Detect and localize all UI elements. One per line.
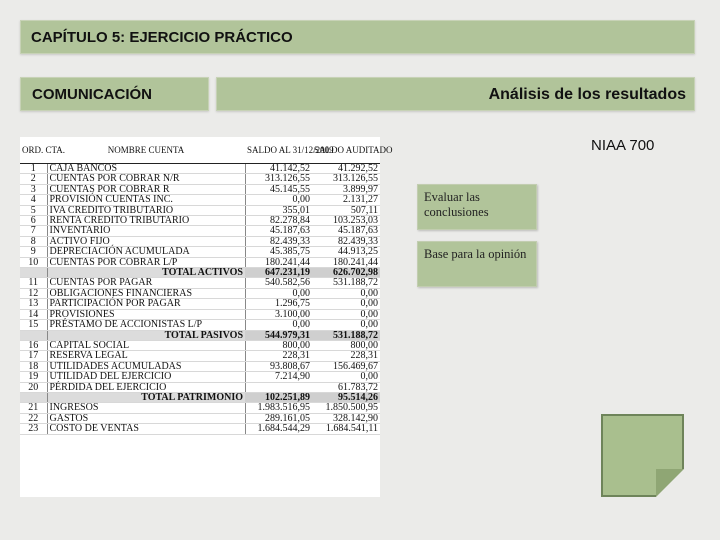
table-row [20, 403, 380, 413]
cell-saldo-auditado: 41.292,52 [312, 164, 380, 174]
standard-label: NIAA 700 [591, 137, 655, 154]
cell-name: ACTIVO FIJO [47, 236, 245, 246]
cell-name: OBLIGACIONES FINANCIERAS [47, 288, 245, 298]
cell-saldo-al: 540.582,56 [245, 278, 312, 288]
cell-ord: 4 [20, 195, 47, 205]
cell-saldo-al: 3.100,00 [245, 309, 312, 319]
cell-name: IVA CREDITO TRIBUTARIO [47, 205, 245, 215]
balance-table [20, 137, 393, 435]
cell-ord [20, 392, 47, 402]
subtitle-bar [216, 77, 695, 111]
header-saldo-al: SALDO AL 31/12/2009 [245, 137, 312, 164]
section-label-bar [20, 77, 209, 111]
cell-name: CUENTAS POR COBRAR R [47, 184, 245, 194]
cell-ord: 19 [20, 372, 47, 382]
table-row [20, 205, 380, 215]
cell-saldo-al [245, 382, 312, 392]
table-row [20, 361, 380, 371]
cell-saldo-auditado: 156.469,67 [312, 361, 380, 371]
header-name: NOMBRE CUENTA [47, 137, 245, 164]
cell-saldo-auditado: 44.913,25 [312, 247, 380, 257]
cell-saldo-al: 0,00 [245, 288, 312, 298]
cell-saldo-auditado: 228,31 [312, 351, 380, 361]
cell-saldo-auditado: 61.783,72 [312, 382, 380, 392]
cell-ord: 13 [20, 299, 47, 309]
chapter-title-bar [20, 20, 695, 54]
cell-saldo-al: 180.241,44 [245, 257, 312, 267]
note-text: Evaluar las conclusiones [424, 190, 489, 219]
note-text: Base para la opinión [424, 247, 527, 261]
cell-saldo-auditado: 800,00 [312, 340, 380, 350]
note-evaluate-conclusions [417, 184, 537, 230]
cell-ord: 1 [20, 164, 47, 174]
cell-saldo-auditado: 531.188,72 [312, 330, 380, 340]
table-total-row [20, 268, 380, 278]
cell-name: GASTOS [47, 413, 245, 423]
cell-name: DEPRECIACIÓN ACUMULADA [47, 247, 245, 257]
cell-name: CAPITAL SOCIAL [47, 340, 245, 350]
cell-saldo-al: 45.385,75 [245, 247, 312, 257]
cell-saldo-auditado: 180.241,44 [312, 257, 380, 267]
cell-name: PROVISIÓN CUENTAS INC. [47, 195, 245, 205]
cell-saldo-al: 544.979,31 [245, 330, 312, 340]
cell-saldo-al: 1.684.544,29 [245, 424, 312, 434]
table-header-row [20, 137, 380, 164]
cell-name: UTILIDADES ACUMULADAS [47, 361, 245, 371]
cell-saldo-auditado: 82.439,33 [312, 236, 380, 246]
cell-saldo-auditado: 103.253,03 [312, 216, 380, 226]
cell-name: CAJA BANCOS [47, 164, 245, 174]
table-row [20, 174, 380, 184]
cell-saldo-auditado: 531.188,72 [312, 278, 380, 288]
cell-saldo-al: 82.278,84 [245, 216, 312, 226]
table-row [20, 257, 380, 267]
cell-ord: 11 [20, 278, 47, 288]
cell-name: INVENTARIO [47, 226, 245, 236]
cell-saldo-auditado: 95.514,26 [312, 392, 380, 402]
cell-saldo-auditado: 328.142,90 [312, 413, 380, 423]
cell-name: PROVISIONES [47, 309, 245, 319]
cell-name: CUENTAS POR COBRAR L/P [47, 257, 245, 267]
balance-table-image [20, 137, 393, 497]
cell-name: RENTA CREDITO TRIBUTARIO [47, 216, 245, 226]
table-row [20, 320, 380, 330]
table-row [20, 216, 380, 226]
table-row [20, 247, 380, 257]
cell-saldo-al: 1.296,75 [245, 299, 312, 309]
subtitle: Análisis de los resultados [488, 86, 686, 103]
cell-ord: 14 [20, 309, 47, 319]
cell-saldo-auditado: 0,00 [312, 299, 380, 309]
table-total-row [20, 392, 380, 402]
cell-saldo-auditado: 313.126,55 [312, 174, 380, 184]
cell-name: PRÉSTAMO DE ACCIONISTAS L/P [47, 320, 245, 330]
header-saldo-auditado: SALDO AUDITADO [312, 137, 380, 164]
cell-ord: 7 [20, 226, 47, 236]
table-row [20, 413, 380, 423]
cell-name: CUENTAS POR PAGAR [47, 278, 245, 288]
cell-name: PARTICIPACIÓN POR PAGAR [47, 299, 245, 309]
table-row [20, 372, 380, 382]
cell-saldo-auditado: 3.899,97 [312, 184, 380, 194]
cell-name: TOTAL PATRIMONIO [47, 392, 245, 402]
note-opinion-basis [417, 241, 537, 287]
cell-saldo-al: 0,00 [245, 320, 312, 330]
cell-saldo-auditado: 0,00 [312, 288, 380, 298]
cell-ord: 18 [20, 361, 47, 371]
cell-saldo-al: 102.251,89 [245, 392, 312, 402]
cell-saldo-auditado: 626.702,98 [312, 268, 380, 278]
section-label: COMUNICACIÓN [32, 86, 152, 103]
cell-name: PÉRDIDA DEL EJERCICIO [47, 382, 245, 392]
cell-saldo-al: 45.187,63 [245, 226, 312, 236]
cell-saldo-al: 1.983.516,95 [245, 403, 312, 413]
table-row [20, 195, 380, 205]
cell-saldo-al: 0,00 [245, 195, 312, 205]
cell-saldo-auditado: 2.131,27 [312, 195, 380, 205]
document-icon [601, 414, 684, 497]
cell-ord: 10 [20, 257, 47, 267]
table-row [20, 382, 380, 392]
cell-ord: 17 [20, 351, 47, 361]
cell-ord: 3 [20, 184, 47, 194]
cell-saldo-al: 7.214,90 [245, 372, 312, 382]
cell-saldo-auditado: 45.187,63 [312, 226, 380, 236]
cell-ord: 23 [20, 424, 47, 434]
cell-name: TOTAL PASIVOS [47, 330, 245, 340]
cell-ord [20, 268, 47, 278]
table-body [20, 164, 380, 435]
cell-ord: 15 [20, 320, 47, 330]
table-row [20, 340, 380, 350]
table-row [20, 424, 380, 434]
cell-saldo-al: 82.439,33 [245, 236, 312, 246]
cell-saldo-auditado: 0,00 [312, 309, 380, 319]
cell-name: RESERVA LEGAL [47, 351, 245, 361]
page-fold-icon [656, 469, 684, 497]
cell-ord: 5 [20, 205, 47, 215]
table-row [20, 164, 380, 174]
cell-saldo-al: 228,31 [245, 351, 312, 361]
cell-ord [20, 330, 47, 340]
cell-saldo-auditado: 0,00 [312, 372, 380, 382]
cell-saldo-al: 800,00 [245, 340, 312, 350]
cell-saldo-al: 41.142,52 [245, 164, 312, 174]
cell-name: TOTAL ACTIVOS [47, 268, 245, 278]
cell-saldo-al: 289.161,05 [245, 413, 312, 423]
table-row [20, 226, 380, 236]
cell-ord: 9 [20, 247, 47, 257]
cell-saldo-auditado: 0,00 [312, 320, 380, 330]
cell-saldo-auditado: 1.850.500,95 [312, 403, 380, 413]
cell-ord: 22 [20, 413, 47, 423]
cell-ord: 6 [20, 216, 47, 226]
cell-name: INGRESOS [47, 403, 245, 413]
cell-saldo-al: 647.231,19 [245, 268, 312, 278]
table-row [20, 299, 380, 309]
cell-saldo-auditado: 507,11 [312, 205, 380, 215]
cell-saldo-al: 355,01 [245, 205, 312, 215]
cell-saldo-auditado: 1.684.541,11 [312, 424, 380, 434]
cell-ord: 8 [20, 236, 47, 246]
cell-ord: 12 [20, 288, 47, 298]
cell-ord: 20 [20, 382, 47, 392]
cell-saldo-al: 93.808,67 [245, 361, 312, 371]
table-total-row [20, 330, 380, 340]
cell-name: COSTO DE VENTAS [47, 424, 245, 434]
cell-ord: 16 [20, 340, 47, 350]
cell-name: CUENTAS POR COBRAR N/R [47, 174, 245, 184]
cell-ord: 2 [20, 174, 47, 184]
cell-ord: 21 [20, 403, 47, 413]
table-row [20, 278, 380, 288]
chapter-title: CAPÍTULO 5: EJERCICIO PRÁCTICO [31, 29, 293, 46]
header-ord: ORD. CTA. [20, 137, 47, 164]
table-row [20, 351, 380, 361]
cell-saldo-al: 45.145,55 [245, 184, 312, 194]
cell-saldo-al: 313.126,55 [245, 174, 312, 184]
cell-name: UTILIDAD DEL EJERCICIO [47, 372, 245, 382]
